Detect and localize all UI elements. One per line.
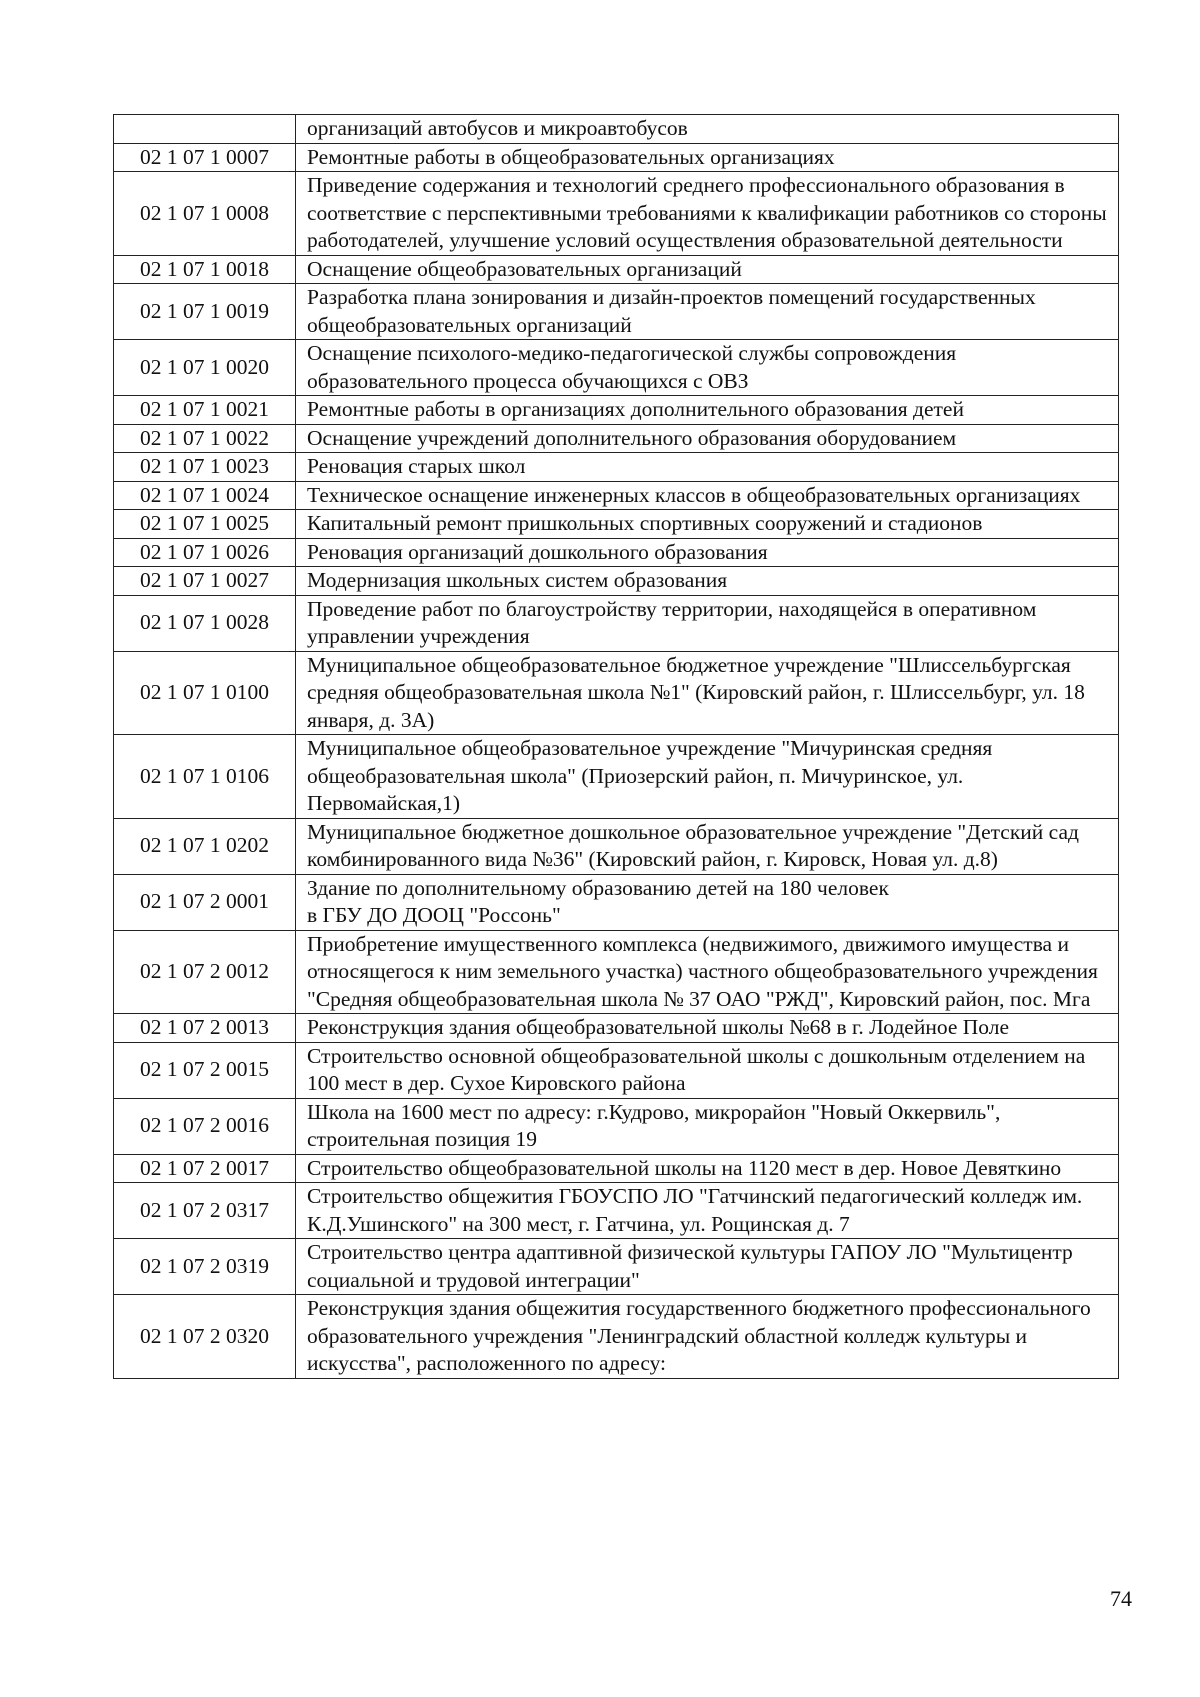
table-row — [114, 1154, 1119, 1183]
table-row — [114, 538, 1119, 567]
table-row — [114, 1239, 1119, 1295]
row-code-cell: 02 1 07 2 0012 — [114, 930, 296, 1014]
row-description-cell: Разработка плана зонирования и дизайн-проектов помещений государственных общеобразовательных организаций — [296, 284, 1119, 340]
row-code-cell: 02 1 07 1 0106 — [114, 735, 296, 819]
row-code-cell: 02 1 07 2 0015 — [114, 1042, 296, 1098]
row-description-cell: организаций автобусов и микроавтобусов — [296, 115, 1119, 144]
row-code-cell: 02 1 07 1 0025 — [114, 510, 296, 539]
row-code-cell: 02 1 07 1 0023 — [114, 453, 296, 482]
table-row — [114, 396, 1119, 425]
row-code-cell: 02 1 07 2 0317 — [114, 1183, 296, 1239]
row-description-cell: Оснащение общеобразовательных организаций — [296, 255, 1119, 284]
row-description-cell: Проведение работ по благоустройству территории, находящейся в оперативном управлении учреждения — [296, 595, 1119, 651]
row-code-cell: 02 1 07 1 0026 — [114, 538, 296, 567]
table-row — [114, 595, 1119, 651]
row-description-cell: Оснащение психолого-медико-педагогической службы сопровождения образовательного процесса обучающихся с ОВЗ — [296, 340, 1119, 396]
row-description-cell: Реновация организаций дошкольного образования — [296, 538, 1119, 567]
table-row — [114, 255, 1119, 284]
row-description-cell: Строительство центра адаптивной физической культуры ГАПОУ ЛО "Мультицентр социальной и трудовой интеграции" — [296, 1239, 1119, 1295]
table-row — [114, 567, 1119, 596]
row-description-cell: Оснащение учреждений дополнительного образования оборудованием — [296, 424, 1119, 453]
row-code-cell: 02 1 07 1 0024 — [114, 481, 296, 510]
row-description-cell: Приобретение имущественного комплекса (недвижимого, движимого имущества и относящегося к ним земельного участка) частного общеобразовательного учреждения "Средняя общеобразовательная школа № 37 ОАО "РЖД", Кировский район, пос. Мга — [296, 930, 1119, 1014]
table-row — [114, 818, 1119, 874]
row-code-cell: 02 1 07 1 0202 — [114, 818, 296, 874]
row-description-cell: Реконструкция здания общеобразовательной школы №68 в г. Лодейное Поле — [296, 1014, 1119, 1043]
row-description-cell: Реновация старых школ — [296, 453, 1119, 482]
table-row — [114, 1042, 1119, 1098]
table-row — [114, 115, 1119, 144]
table-row — [114, 453, 1119, 482]
row-description-cell: Ремонтные работы в общеобразовательных организациях — [296, 143, 1119, 172]
row-code-cell: 02 1 07 1 0028 — [114, 595, 296, 651]
table-row — [114, 340, 1119, 396]
table-row — [114, 172, 1119, 256]
row-code-cell: 02 1 07 1 0022 — [114, 424, 296, 453]
row-description-cell: Муниципальное общеобразовательное учреждение "Мичуринская средняя общеобразовательная школа" (Приозерский район, п. Мичуринское, ул. Первомайская,1) — [296, 735, 1119, 819]
row-description-cell: Здание по дополнительному образованию детей на 180 человек в ГБУ ДО ДООЦ "Россонь" — [296, 874, 1119, 930]
row-description-cell: Модернизация школьных систем образования — [296, 567, 1119, 596]
table-row — [114, 481, 1119, 510]
table-row — [114, 510, 1119, 539]
row-description-cell: Школа на 1600 мест по адресу: г.Кудрово, микрорайон "Новый Оккервиль", строительная позиция 19 — [296, 1098, 1119, 1154]
table-row — [114, 424, 1119, 453]
row-description-cell: Техническое оснащение инженерных классов в общеобразовательных организациях — [296, 481, 1119, 510]
row-code-cell: 02 1 07 1 0021 — [114, 396, 296, 425]
row-code-cell: 02 1 07 1 0018 — [114, 255, 296, 284]
row-description-cell: Ремонтные работы в организациях дополнительного образования детей — [296, 396, 1119, 425]
row-code-cell: 02 1 07 1 0008 — [114, 172, 296, 256]
table-row — [114, 930, 1119, 1014]
budget-code-table — [113, 114, 1119, 1379]
row-code-cell: 02 1 07 1 0019 — [114, 284, 296, 340]
row-code-cell: 02 1 07 2 0013 — [114, 1014, 296, 1043]
row-code-cell: 02 1 07 1 0027 — [114, 567, 296, 596]
table-row — [114, 1183, 1119, 1239]
row-code-cell — [114, 115, 296, 144]
row-code-cell: 02 1 07 1 0007 — [114, 143, 296, 172]
row-description-cell: Реконструкция здания общежития государственного бюджетного профессионального образовательного учреждения "Ленинградский областной колледж культуры и искусства", расположенного по адресу: — [296, 1295, 1119, 1379]
table-row — [114, 1014, 1119, 1043]
row-description-cell: Капитальный ремонт пришкольных спортивных сооружений и стадионов — [296, 510, 1119, 539]
row-code-cell: 02 1 07 2 0320 — [114, 1295, 296, 1379]
table-row — [114, 874, 1119, 930]
row-code-cell: 02 1 07 2 0017 — [114, 1154, 296, 1183]
row-description-cell: Строительство общеобразовательной школы на 1120 мест в дер. Новое Девяткино — [296, 1154, 1119, 1183]
row-code-cell: 02 1 07 2 0001 — [114, 874, 296, 930]
table-row — [114, 735, 1119, 819]
table-row — [114, 651, 1119, 735]
page-number: 74 — [1110, 1586, 1132, 1611]
table-row — [114, 143, 1119, 172]
row-description-cell: Муниципальное общеобразовательное бюджетное учреждение "Шлиссельбургская средняя общеобразовательная школа №1" (Кировский район, г. Шлиссельбург, ул. 18 января, д. 3А) — [296, 651, 1119, 735]
table-row — [114, 284, 1119, 340]
row-description-cell: Строительство общежития ГБОУСПО ЛО "Гатчинский педагогический колледж им. К.Д.Ушинского" на 300 мест, г. Гатчина, ул. Рощинская д. 7 — [296, 1183, 1119, 1239]
row-code-cell: 02 1 07 1 0100 — [114, 651, 296, 735]
table-row — [114, 1295, 1119, 1379]
row-description-cell: Приведение содержания и технологий среднего профессионального образования в соответствие с перспективными требованиями к квалификации работников со стороны работодателей, улучшение условий осуществления образовательной деятельности — [296, 172, 1119, 256]
row-description-cell: Муниципальное бюджетное дошкольное образовательное учреждение "Детский сад комбинированного вида №36" (Кировский район, г. Кировск, Новая ул. д.8) — [296, 818, 1119, 874]
row-description-cell: Строительство основной общеобразовательной школы с дошкольным отделением на 100 мест в дер. Сухое Кировского района — [296, 1042, 1119, 1098]
row-code-cell: 02 1 07 2 0319 — [114, 1239, 296, 1295]
table-body — [114, 115, 1119, 1379]
table-row — [114, 1098, 1119, 1154]
row-code-cell: 02 1 07 1 0020 — [114, 340, 296, 396]
row-code-cell: 02 1 07 2 0016 — [114, 1098, 296, 1154]
